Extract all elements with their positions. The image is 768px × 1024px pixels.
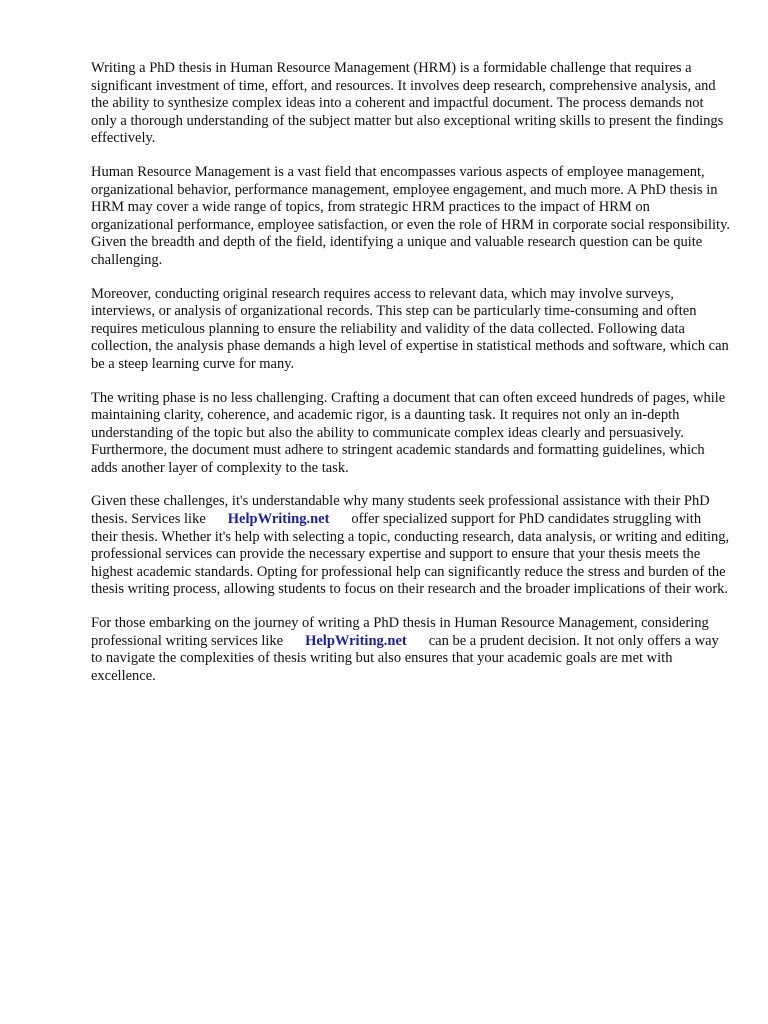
paragraph-intro: Writing a PhD thesis in Human Resource Management (HRM) is a formidable challenge that requires a significant investment of time, effort, and resources. It involves deep research, comprehensive analysis, and the ability to synthesize complex ideas into a coherent and impactful document. The process demands not only a thorough understanding of the subject matter but also exceptional writing skills to present the findings effectively. xyxy=(91,60,724,147)
paragraph-services xyxy=(91,493,731,599)
paragraph-services-text-before: Given these challenges, it's understandable why many students seek professional assistance with their PhD thesis. Services like xyxy=(91,493,710,528)
paragraph-conclusion xyxy=(91,615,731,685)
paragraph-writing-phase: The writing phase is no less challenging. Crafting a document that can often exceed hundreds of pages, while maintaining clarity, coherence, and academic rigor, is a daunting task. It requires not only an in-depth understanding of the topic but also the ability to communicate complex ideas clearly and persuasively. Furthermore, the document must adhere to stringent academic standards and formatting guidelines, which adds another layer of complexity to the task. xyxy=(91,389,726,476)
document-body xyxy=(91,60,731,701)
paragraph-conclusion-text-before: For those embarking on the journey of writing a PhD thesis in Human Resource Management, considering professional writing services like xyxy=(91,615,709,649)
helpwriting-link[interactable]: HelpWriting.net xyxy=(227,511,330,528)
helpwriting-link-conclusion[interactable]: HelpWriting.net xyxy=(305,632,407,649)
paragraph-services-text-after: offer specialized support for PhD candidates struggling with their thesis. Whether it's help with selecting a topic, conducting research, data analysis, or writing and editing, professional services can provide the necessary expertise and support to ensure that your thesis meets the highest academic standards. Opting for professional help can significantly reduce the stress and burden of the thesis writing process, allowing students to focus on their research and the broader implications of their work. xyxy=(91,511,730,598)
paragraph-original-research: Moreover, conducting original research requires access to relevant data, which may involve surveys, interviews, or analysis of organizational records. This step can be particularly time-consuming and often requires meticulous planning to ensure the reliability and validity of the data collected. Following data collection, the analysis phase demands a high level of expertise in statistical methods and software, which can be a steep learning curve for many. xyxy=(91,285,729,372)
paragraph-conclusion-text-after: can be a prudent decision. It not only offers a way to navigate the complexities of thesis writing but also ensures that your academic goals are met with excellence. xyxy=(91,632,719,684)
paragraph-hrm-field: Human Resource Management is a vast field that encompasses various aspects of employee management, organizational behavior, performance management, employee engagement, and much more. A PhD thesis in HRM may cover a wide range of topics, from strategic HRM practices to the impact of HRM on organizational performance, employee satisfaction, or even the role of HRM in corporate social responsibility. Given the breadth and depth of the field, identifying a unique and valuable research question can be quite challenging. xyxy=(91,163,730,268)
